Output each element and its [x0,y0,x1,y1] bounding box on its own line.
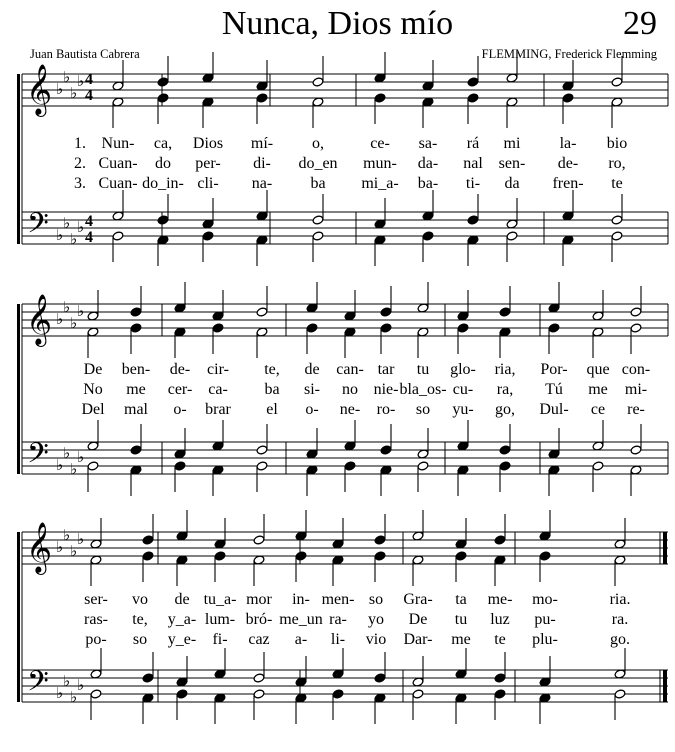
alto-note [295,551,307,561]
lyric-syllable: caz [248,631,270,648]
alto-note [548,323,560,333]
alto-note [142,551,154,561]
alto-note [457,323,469,333]
lyric-syllable: me- [487,591,513,608]
soprano-note [142,535,154,545]
lyric-syllable: mal [124,401,148,418]
flat-icon: ♭ [70,688,78,706]
lyric-syllable: ne- [339,401,361,418]
flat-icon: ♭ [70,542,78,560]
flat-icon: ♭ [63,298,71,316]
lyric-syllable: ria. [609,591,631,608]
flat-icon: ♭ [63,526,71,544]
lyric-syllable: re- [627,401,645,418]
flat-icon: ♭ [63,672,71,690]
soprano-note [130,307,142,317]
lyric-syllable: Cuan- [98,155,138,172]
lyric-syllable: la- [559,135,577,152]
lyric-syllable: ce- [370,135,390,152]
lyric-syllable: a- [294,631,308,648]
lyric-syllable: brar [205,401,231,418]
lyric-syllable: no [342,381,358,398]
alto-note [562,93,574,103]
bass-clef-icon: 𝄢 [27,665,49,705]
flat-icon: ♭ [77,302,85,320]
tenor-note [467,215,479,225]
lyric-syllable: in- [292,591,310,608]
verse-number: 2. [74,155,86,172]
flat-icon: ♭ [56,538,64,556]
flat-icon: ♭ [56,456,64,474]
bass-note [506,231,518,241]
lyric-syllable: me [588,381,608,398]
lyric-syllable: ba- [417,175,439,192]
lyric-syllable: ce [590,401,606,418]
lyric-syllable: bla_os- [399,381,447,398]
treble-clef-icon: 𝄞 [26,294,53,345]
tenor-note [611,215,623,225]
soprano-note [611,77,623,87]
lyric-syllable: Nun- [101,135,135,152]
lyric-syllable: cli- [197,175,219,192]
lyric-syllable: Por- [540,361,568,378]
flat-icon: ♭ [70,230,78,248]
alto-note [374,93,386,103]
lyric-syllable: el [266,401,278,418]
alto-note [157,93,169,103]
lyric-syllable: po- [85,631,107,648]
lyric-syllable: bio [606,135,628,152]
lyric-syllable: me [451,631,471,648]
alto-note [306,323,318,333]
hymn-number: 29 [623,5,657,42]
lyric-line-s3-v3 [0,632,675,648]
lyric-syllable: Dar- [403,631,433,648]
lyric-syllable: ben- [121,361,151,378]
soprano-note [499,307,511,317]
lyric-syllable: mi [503,135,521,152]
flat-icon: ♭ [63,444,71,462]
lyric-syllable: De [83,361,103,378]
lyric-syllable: can- [336,361,364,378]
tenor-note [630,445,642,455]
soprano-note [157,77,169,87]
lyric-syllable: mí- [250,135,274,152]
lyric-syllable: na- [251,175,273,192]
lyric-syllable: men- [321,591,355,608]
tenor-note [312,215,324,225]
lyric-syllable: Cuan- [98,175,138,192]
lyric-syllable: plu- [532,631,558,648]
lyric-syllable: de- [557,155,579,172]
final-barline [663,532,667,564]
final-barline [663,670,667,702]
lyric-syllable: tu [454,611,468,628]
treble-clef-icon: 𝄞 [26,522,53,573]
lyric-syllable: li- [330,631,346,648]
lyric-syllable: cer- [167,381,193,398]
alto-note [630,323,642,333]
lyric-syllable: da [504,175,520,192]
flat-icon: ♭ [77,72,85,90]
alto-note [380,323,392,333]
lyric-syllable: do_en [298,155,338,172]
tenor-note [253,673,265,683]
soprano-note [374,535,386,545]
lyric-syllable: con- [621,361,651,378]
tenor-note [256,445,268,455]
lyric-syllable: ro, [608,155,626,172]
lyric-syllable: glo- [450,361,476,378]
lyric-syllable: de [304,361,320,378]
alto-note [374,551,386,561]
lyric-syllable: sen- [498,155,526,172]
bass-clef-icon: 𝄢 [27,437,49,477]
tenor-note [499,445,511,455]
bass-note [592,461,604,471]
bass-note [90,689,102,699]
lyric-syllable: te [494,631,506,648]
lyric-syllable: ba [264,381,280,398]
treble-time-signature-top: 4 [85,71,93,88]
tenor-note [157,215,169,225]
verse-number: 3. [74,175,86,192]
lyric-syllable: di- [253,155,271,172]
flat-icon: ♭ [77,218,85,236]
tenor-note [494,673,506,683]
bass-time-signature-top: 4 [85,213,93,230]
lyric-line-s2-v2 [0,382,675,398]
treble-time-signature-bottom: 4 [85,87,93,104]
lyric-syllable: go. [610,631,630,648]
alto-note [467,93,479,103]
lyric-line-s1-v1 [0,136,675,152]
lyric-syllable: lum- [204,611,236,628]
bass-note [174,461,186,471]
lyric-syllable: mi- [624,381,648,398]
lyric-syllable: y_a- [167,611,197,628]
lyric-line-s1-v3 [0,176,675,192]
lyric-syllable: ca- [208,381,228,398]
bass-note [499,461,511,471]
lyric-syllable: De [408,611,428,628]
tenor-note [374,673,386,683]
lyric-syllable: Dul- [539,401,569,418]
lyric-syllable: ra. [611,611,629,628]
bass-note [87,461,99,471]
lyric-syllable: yo [368,611,384,628]
bass-note [112,231,124,241]
lyric-syllable: ta [455,591,467,608]
lyric-syllable: ro- [376,401,396,418]
verse-number: 1. [74,135,86,152]
lyric-syllable: ser- [84,591,108,608]
lyric-syllable: y_e- [167,631,197,648]
lyricist-credit: Juan Bautista Cabrera [30,47,140,61]
lyric-syllable: nie- [373,381,399,398]
alto-note [256,93,268,103]
composer-credit: FLEMMING, Frederick Flemming [481,47,657,61]
flat-icon: ♭ [70,314,78,332]
lyric-line-s3-v1 [0,592,675,608]
lyric-syllable: pu- [534,611,556,628]
soprano-note [467,77,479,87]
flat-icon: ♭ [56,226,64,244]
lyric-syllable: Dios [192,135,224,152]
lyric-syllable: cu- [452,381,474,398]
lyric-syllable: ra, [496,381,514,398]
lyric-syllable: luz [490,611,510,628]
bass-time-signature-bottom: 4 [85,229,93,246]
flat-icon: ♭ [77,676,85,694]
lyric-syllable: mi_a- [361,175,399,192]
flat-icon: ♭ [56,80,64,98]
bass-note [422,231,434,241]
lyric-syllable: de- [169,361,191,378]
lyric-syllable: fren- [552,175,584,192]
lyric-syllable: do_in- [142,175,184,192]
tenor-note [380,445,392,455]
lyric-syllable: so [368,591,384,608]
lyric-syllable: tar [377,361,395,378]
lyric-syllable: so [415,401,431,418]
lyric-syllable: vio [365,631,387,648]
lyric-syllable: bró- [245,611,273,628]
bass-note [332,689,344,699]
bass-note [494,689,506,699]
lyric-syllable: de [174,591,190,608]
hymn-title: Nunca, Dios mío [221,5,454,42]
bass-note [202,231,214,241]
lyric-syllable: Gra- [403,591,433,608]
lyric-syllable: me [126,381,146,398]
lyric-syllable: ra- [329,611,347,628]
flat-icon: ♭ [70,84,78,102]
bass-clef-icon: 𝄢 [27,207,49,247]
flat-icon: ♭ [77,530,85,548]
lyric-syllable: que [586,361,610,378]
lyric-syllable: ti- [465,175,481,192]
lyric-syllable: cir- [207,361,229,378]
flat-icon: ♭ [56,684,64,702]
lyric-syllable: nal [463,155,483,172]
soprano-note [312,77,324,87]
lyric-syllable: No [83,381,103,398]
lyric-syllable: o- [173,401,187,418]
bass-note [176,689,188,699]
soprano-note [256,307,268,317]
lyric-syllable: tu [416,361,430,378]
alto-note [455,551,467,561]
soprano-note [630,307,642,317]
alto-note [130,323,142,333]
lyric-syllable: o, [312,135,324,152]
bass-note [312,231,324,241]
lyric-syllable: mor [246,591,272,608]
lyric-syllable: te, [264,361,280,378]
alto-note [212,323,224,333]
lyric-line-s3-v2 [0,612,675,628]
lyric-syllable: te, [132,611,148,628]
bass-note [256,461,268,471]
lyric-syllable: mun- [363,155,397,172]
tenor-note [130,445,142,455]
lyric-syllable: mo- [532,591,558,608]
lyric-syllable: per- [195,155,221,172]
lyric-syllable: tu_a- [203,591,237,608]
lyric-line-s2-v3 [0,402,675,418]
lyric-line-s1-v2 [0,156,675,172]
flat-icon: ♭ [70,460,78,478]
lyric-syllable: so [132,631,148,648]
bass-note [614,689,626,699]
lyric-syllable: ria, [494,361,516,378]
bass-note [344,461,356,471]
bass-note [253,689,265,699]
bass-note [611,231,623,241]
lyric-syllable: Del [81,401,105,418]
lyric-syllable: Tú [545,381,563,398]
lyric-syllable: me_un [279,611,323,628]
lyric-syllable: yu- [452,401,474,418]
lyric-syllable: do [155,155,171,172]
flat-icon: ♭ [63,214,71,232]
lyric-syllable: ba [310,175,326,192]
lyric-syllable: ca, [153,135,173,152]
tenor-note [142,673,154,683]
flat-icon: ♭ [63,68,71,86]
lyric-syllable: fi- [212,631,228,648]
lyric-syllable: o- [305,401,319,418]
lyric-syllable: sa- [418,135,438,152]
lyric-line-s2-v1 [0,362,675,378]
lyric-syllable: si- [304,381,320,398]
soprano-note [380,307,392,317]
treble-clef-icon: 𝄞 [26,64,53,115]
flat-icon: ♭ [77,448,85,466]
lyric-syllable: rá [466,135,480,152]
bass-note [417,461,429,471]
bass-note [412,689,424,699]
lyric-syllable: ras- [84,611,108,628]
lyric-syllable: te [611,175,623,192]
lyric-syllable: da- [417,155,439,172]
flat-icon: ♭ [56,310,64,328]
lyric-syllable: go, [495,401,515,418]
soprano-note [494,535,506,545]
alto-note [214,551,226,561]
alto-note [539,551,551,561]
lyric-syllable: vo [132,591,148,608]
soprano-note [253,535,265,545]
